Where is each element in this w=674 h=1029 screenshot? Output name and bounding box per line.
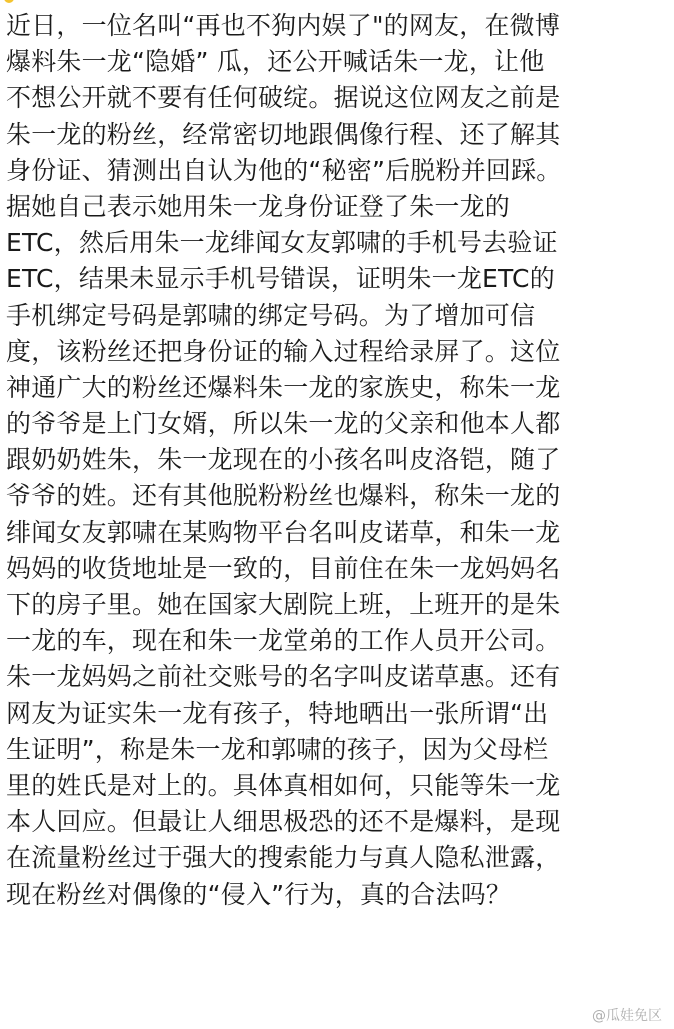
post-line: 朱一龙妈妈之前社交账号的名字叫皮诺草惠。还有 — [6, 662, 561, 692]
post-line: ETC，结果未显示手机号错误，证明朱一龙ETC的 — [6, 264, 555, 294]
post-line: 据她自己表示她用朱一龙身份证登了朱一龙的 — [6, 191, 511, 221]
post-line: 身份证、猜测出自认为他的“秘密”后脱粉并回踩。 — [6, 155, 562, 185]
post-line: 现在粉丝对偶像的“侵入”行为，真的合法吗？ — [6, 879, 512, 909]
post-line: 跟奶奶姓朱，朱一龙现在的小孩名叫皮洛铠，随了 — [6, 445, 561, 475]
cropped-emoji-icon — [4, 0, 14, 3]
post-line: 神通广大的粉丝还爆料朱一龙的家族史，称朱一龙 — [6, 372, 561, 402]
post-line: ETC，然后用朱一龙绯闻女友郭啸的手机号去验证 — [6, 228, 558, 258]
weibo-watermark: @瓜娃免区 — [592, 1008, 662, 1024]
post-line: 一龙的车，现在和朱一龙堂弟的工作人员开公司。 — [6, 626, 561, 656]
post-line: 不想公开就不要有任何破绽。据说这位网友之前是 — [6, 83, 561, 113]
post-line: 下的房子里。她在国家大剧院上班，上班开的是朱 — [6, 590, 561, 619]
post-line: 爆料朱一龙“隐婚” 瓜，还公开喊话朱一龙，让他 — [6, 47, 545, 77]
post-body — [6, 8, 670, 913]
post-line: 的爷爷是上门女婿，所以朱一龙的父亲和他本人都 — [6, 409, 561, 439]
post-line: 网友为证实朱一龙有孩子，特地晒出一张所谓“出 — [6, 698, 549, 728]
post-line: 手机绑定号码是郭啸的绑定号码。为了增加可信 — [6, 300, 536, 330]
post-line: 度，该粉丝还把身份证的输入过程给录屏了。这位 — [6, 336, 561, 366]
post-line: 绯闻女友郭啸在某购物平台名叫皮诺草，和朱一龙 — [6, 517, 561, 547]
post-line: 爷爷的姓。还有其他脱粉粉丝也爆料，称朱一龙的 — [6, 481, 561, 511]
post-line: 近日，一位名叫“再也不狗内娱了"的网友，在微博 — [6, 11, 561, 40]
post-line: 里的姓氏是对上的。具体真相如何，只能等朱一龙 — [6, 770, 561, 800]
post-line: 妈妈的收货地址是一致的，目前住在朱一龙妈妈名 — [6, 553, 561, 583]
post-line: 本人回应。但最让人细思极恐的还不是爆料，是现 — [6, 807, 561, 837]
post-line: 生证明”，称是朱一龙和郭啸的孩子，因为父母栏 — [6, 734, 549, 764]
post-line: 朱一龙的粉丝，经常密切地跟偶像行程、还了解其 — [6, 119, 561, 149]
top-strip — [0, 0, 674, 6]
post-line: 在流量粉丝过于强大的搜索能力与真人隐私泄露， — [6, 843, 561, 873]
